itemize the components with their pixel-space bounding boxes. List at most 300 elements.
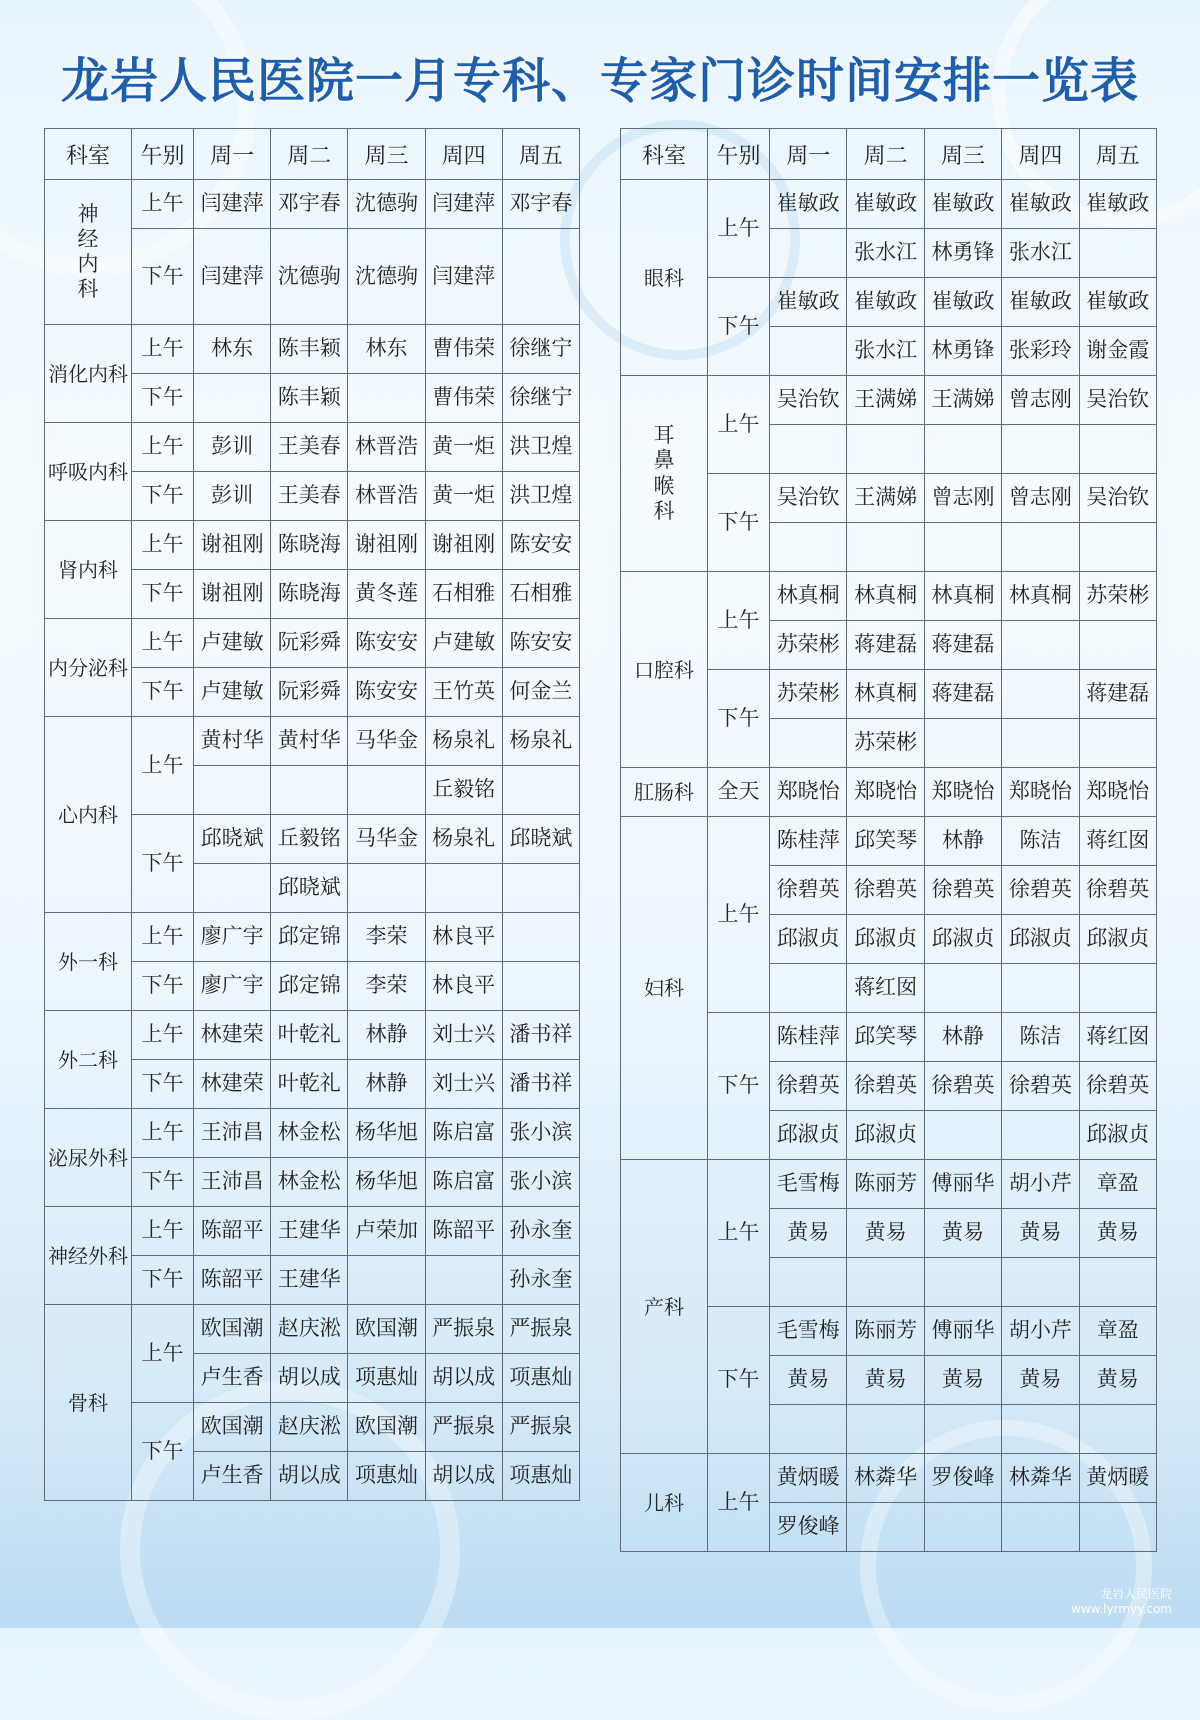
doctor-cell: 邱淑贞 [847, 915, 924, 964]
doctor-cell: 叶乾礼 [271, 1060, 348, 1109]
doctor-cell: 严振泉 [425, 1403, 502, 1452]
schedule-row [621, 1454, 1157, 1503]
period-cell: 上午 [132, 1207, 194, 1256]
doctor-cell [924, 1503, 1001, 1552]
doctor-cell: 林静 [348, 1011, 425, 1060]
header-cell: 周三 [348, 129, 425, 180]
period-cell: 上午 [132, 423, 194, 472]
doctor-cell [924, 1258, 1001, 1307]
dept-cell [45, 521, 132, 619]
dept-cell [621, 572, 708, 768]
doctor-cell: 崔敏政 [1079, 180, 1156, 229]
header-row [621, 129, 1157, 180]
doctor-cell: 吴治钦 [770, 474, 847, 523]
doctor-cell: 崔敏政 [924, 180, 1001, 229]
doctor-cell: 闫建萍 [425, 229, 502, 325]
doctor-cell [847, 1258, 924, 1307]
dept-name: 口腔科 [634, 657, 694, 682]
doctor-cell: 杨泉礼 [425, 815, 502, 864]
dept-name: 泌尿外科 [48, 1145, 128, 1170]
doctor-cell: 林真桐 [1002, 572, 1079, 621]
doctor-cell: 徐碧英 [847, 1062, 924, 1111]
doctor-cell [770, 1258, 847, 1307]
doctor-cell: 胡小芹 [1002, 1160, 1079, 1209]
dept-cell [621, 1160, 708, 1454]
doctor-cell: 石相雅 [502, 570, 579, 619]
doctor-cell: 吴治钦 [770, 376, 847, 425]
doctor-cell: 苏荣彬 [770, 621, 847, 670]
doctor-cell: 徐碧英 [1002, 1062, 1079, 1111]
doctor-cell: 傅丽华 [924, 1307, 1001, 1356]
period-cell: 上午 [132, 913, 194, 962]
doctor-cell [502, 864, 579, 913]
doctor-cell: 罗俊峰 [770, 1503, 847, 1552]
doctor-cell: 黄易 [1002, 1209, 1079, 1258]
doctor-cell: 廖广宇 [194, 913, 271, 962]
doctor-cell: 欧国潮 [348, 1305, 425, 1354]
doctor-cell: 徐碧英 [924, 1062, 1001, 1111]
doctor-cell: 欧国潮 [194, 1403, 271, 1452]
doctor-cell: 陈丽芳 [847, 1307, 924, 1356]
doctor-cell: 邓宇春 [271, 180, 348, 229]
doctor-cell: 黄易 [847, 1209, 924, 1258]
doctor-cell: 沈德驹 [348, 229, 425, 325]
dept-name: 神经外科 [48, 1243, 128, 1268]
doctor-cell: 蒋红囡 [1079, 817, 1156, 866]
doctor-cell: 崔敏政 [1002, 278, 1079, 327]
doctor-cell: 邱晓斌 [194, 815, 271, 864]
schedule-row [45, 521, 580, 570]
doctor-cell: 林晋浩 [348, 472, 425, 521]
doctor-cell [847, 425, 924, 474]
doctor-cell [1002, 523, 1079, 572]
header-cell: 科室 [621, 129, 708, 180]
doctor-cell: 邱定锦 [271, 913, 348, 962]
doctor-cell: 谢金霞 [1079, 327, 1156, 376]
doctor-cell: 杨泉礼 [502, 717, 579, 766]
doctor-cell: 王竹英 [425, 668, 502, 717]
doctor-cell: 胡以成 [271, 1354, 348, 1403]
doctor-cell: 项惠灿 [348, 1452, 425, 1501]
dept-name: 骨科 [68, 1390, 108, 1415]
doctor-cell: 徐继宁 [502, 325, 579, 374]
doctor-cell: 邱淑贞 [924, 915, 1001, 964]
dept-name: 眼科 [644, 265, 684, 290]
doctor-cell: 胡以成 [425, 1354, 502, 1403]
doctor-cell [1079, 964, 1156, 1013]
doctor-cell [770, 327, 847, 376]
doctor-cell: 潘书祥 [502, 1011, 579, 1060]
doctor-cell: 邱淑贞 [1002, 915, 1079, 964]
doctor-cell: 张小滨 [502, 1109, 579, 1158]
doctor-cell [502, 962, 579, 1011]
header-cell: 周三 [924, 129, 1001, 180]
doctor-cell: 彭训 [194, 472, 271, 521]
doctor-cell: 林建荣 [194, 1011, 271, 1060]
header-cell: 周二 [271, 129, 348, 180]
doctor-cell: 王满娣 [924, 376, 1001, 425]
period-cell: 上午 [132, 180, 194, 229]
doctor-cell [271, 766, 348, 815]
doctor-cell: 严振泉 [502, 1403, 579, 1452]
doctor-cell [770, 719, 847, 768]
doctor-cell: 郑晓怡 [770, 768, 847, 817]
doctor-cell: 苏荣彬 [847, 719, 924, 768]
doctor-cell: 闫建萍 [194, 229, 271, 325]
doctor-cell: 章盈 [1079, 1160, 1156, 1209]
doctor-cell: 马华金 [348, 815, 425, 864]
schedule-row [621, 1160, 1157, 1209]
doctor-cell: 欧国潮 [348, 1403, 425, 1452]
schedule-row [621, 376, 1157, 425]
dept-name: 肾内科 [58, 557, 118, 582]
doctor-cell: 丘毅铭 [271, 815, 348, 864]
period-cell: 下午 [132, 229, 194, 325]
dept-cell [621, 1454, 708, 1552]
doctor-cell: 崔敏政 [1079, 278, 1156, 327]
doctor-cell: 徐碧英 [1079, 1062, 1156, 1111]
schedule-table-left [44, 128, 580, 1501]
doctor-cell: 张水江 [847, 327, 924, 376]
doctor-cell: 毛雪梅 [770, 1160, 847, 1209]
doctor-cell: 孙永奎 [502, 1256, 579, 1305]
schedule-row [45, 619, 580, 668]
header-cell: 午别 [132, 129, 194, 180]
doctor-cell: 郑晓怡 [1002, 768, 1079, 817]
doctor-cell [1079, 1503, 1156, 1552]
doctor-cell: 项惠灿 [348, 1354, 425, 1403]
dept-cell [621, 376, 708, 572]
doctor-cell [1079, 719, 1156, 768]
period-cell: 上午 [132, 521, 194, 570]
dept-cell [45, 325, 132, 423]
doctor-cell: 杨华旭 [348, 1158, 425, 1207]
doctor-cell: 邱笑琴 [847, 817, 924, 866]
dept-cell [45, 180, 132, 325]
doctor-cell: 林真桐 [770, 572, 847, 621]
doctor-cell [1079, 1405, 1156, 1454]
doctor-cell [1002, 719, 1079, 768]
doctor-cell [425, 864, 502, 913]
doctor-cell: 张小滨 [502, 1158, 579, 1207]
period-cell: 下午 [132, 1403, 194, 1501]
doctor-cell: 郑晓怡 [924, 768, 1001, 817]
doctor-cell: 廖广宇 [194, 962, 271, 1011]
period-cell: 上午 [708, 1160, 770, 1307]
doctor-cell: 杨华旭 [348, 1109, 425, 1158]
doctor-cell: 林建荣 [194, 1060, 271, 1109]
doctor-cell: 欧国潮 [194, 1305, 271, 1354]
doctor-cell: 陈桂萍 [770, 817, 847, 866]
period-cell: 下午 [708, 278, 770, 376]
doctor-cell: 林良平 [425, 962, 502, 1011]
doctor-cell: 严振泉 [502, 1305, 579, 1354]
doctor-cell: 崔敏政 [1002, 180, 1079, 229]
period-cell: 上午 [708, 1454, 770, 1552]
doctor-cell: 崔敏政 [770, 278, 847, 327]
doctor-cell: 崔敏政 [770, 180, 847, 229]
period-cell: 上午 [132, 1011, 194, 1060]
period-cell: 下午 [132, 962, 194, 1011]
watermark [1071, 1587, 1172, 1616]
doctor-cell: 郑晓怡 [847, 768, 924, 817]
dept-cell [45, 619, 132, 717]
doctor-cell: 黄村华 [271, 717, 348, 766]
doctor-cell: 吴治钦 [1079, 376, 1156, 425]
doctor-cell: 黄村华 [194, 717, 271, 766]
doctor-cell: 黄炳暖 [770, 1454, 847, 1503]
doctor-cell: 洪卫煌 [502, 423, 579, 472]
doctor-cell: 黄一炬 [425, 423, 502, 472]
doctor-cell: 章盈 [1079, 1307, 1156, 1356]
doctor-cell [348, 374, 425, 423]
doctor-cell: 陈安安 [348, 619, 425, 668]
period-cell: 上午 [132, 325, 194, 374]
dept-name: 儿科 [644, 1490, 684, 1515]
period-cell: 下午 [132, 472, 194, 521]
doctor-cell: 徐继宁 [502, 374, 579, 423]
header-cell: 周二 [847, 129, 924, 180]
period-cell: 上午 [708, 376, 770, 474]
doctor-cell [1079, 523, 1156, 572]
schedule-row [45, 717, 580, 766]
doctor-cell: 曹伟荣 [425, 325, 502, 374]
doctor-cell: 黄易 [770, 1356, 847, 1405]
dept-cell [621, 768, 708, 817]
dept-cell [45, 1109, 132, 1207]
doctor-cell [770, 523, 847, 572]
dept-cell [45, 1207, 132, 1305]
dept-cell [45, 1011, 132, 1109]
doctor-cell: 邱笑琴 [847, 1013, 924, 1062]
doctor-cell: 黄炳暖 [1079, 1454, 1156, 1503]
doctor-cell: 陈安安 [348, 668, 425, 717]
schedule-row [45, 325, 580, 374]
doctor-cell: 陈桂萍 [770, 1013, 847, 1062]
doctor-cell: 马华金 [348, 717, 425, 766]
doctor-cell: 张水江 [847, 229, 924, 278]
schedule-row [45, 423, 580, 472]
doctor-cell: 林东 [194, 325, 271, 374]
doctor-cell [1002, 964, 1079, 1013]
doctor-cell: 胡以成 [425, 1452, 502, 1501]
doctor-cell: 阮彩舜 [271, 619, 348, 668]
doctor-cell: 苏荣彬 [770, 670, 847, 719]
dept-name: 呼吸内科 [48, 459, 128, 484]
doctor-cell: 陈韶平 [425, 1207, 502, 1256]
period-cell: 下午 [708, 1307, 770, 1454]
period-cell: 上午 [708, 572, 770, 670]
dept-name: 耳鼻喉科 [653, 423, 675, 523]
doctor-cell: 林静 [924, 817, 1001, 866]
doctor-cell: 黄易 [924, 1356, 1001, 1405]
doctor-cell [924, 425, 1001, 474]
doctor-cell: 闫建萍 [194, 180, 271, 229]
doctor-cell: 蒋建磊 [924, 670, 1001, 719]
schedule-row [621, 572, 1157, 621]
doctor-cell: 王沛昌 [194, 1158, 271, 1207]
doctor-cell: 叶乾礼 [271, 1011, 348, 1060]
doctor-cell [847, 523, 924, 572]
doctor-cell: 陈晓海 [271, 521, 348, 570]
doctor-cell: 曾志刚 [924, 474, 1001, 523]
period-cell: 上午 [132, 1109, 194, 1158]
doctor-cell: 林金松 [271, 1158, 348, 1207]
schedule-row [621, 817, 1157, 866]
doctor-cell: 陈丽芳 [847, 1160, 924, 1209]
doctor-cell: 刘士兴 [425, 1011, 502, 1060]
doctor-cell: 黄易 [1079, 1356, 1156, 1405]
doctor-cell: 黄冬莲 [348, 570, 425, 619]
doctor-cell: 赵庆淞 [271, 1305, 348, 1354]
doctor-cell [847, 1405, 924, 1454]
dept-name: 心内科 [58, 802, 118, 827]
doctor-cell [1002, 1503, 1079, 1552]
doctor-cell: 王满娣 [847, 376, 924, 425]
doctor-cell: 苏荣彬 [1079, 572, 1156, 621]
doctor-cell: 卢生香 [194, 1354, 271, 1403]
header-cell: 周四 [425, 129, 502, 180]
header-cell: 周一 [770, 129, 847, 180]
doctor-cell: 林金松 [271, 1109, 348, 1158]
period-cell: 全天 [708, 768, 770, 817]
doctor-cell: 崔敏政 [924, 278, 1001, 327]
header-cell: 周一 [194, 129, 271, 180]
doctor-cell: 阮彩舜 [271, 668, 348, 717]
doctor-cell: 邱淑贞 [770, 915, 847, 964]
doctor-cell: 陈丰颖 [271, 374, 348, 423]
doctor-cell: 李荣 [348, 913, 425, 962]
dept-cell [45, 913, 132, 1011]
doctor-cell [1002, 425, 1079, 474]
doctor-cell: 陈晓海 [271, 570, 348, 619]
doctor-cell: 邱淑贞 [847, 1111, 924, 1160]
doctor-cell: 林粦华 [1002, 1454, 1079, 1503]
doctor-cell: 孙永奎 [502, 1207, 579, 1256]
doctor-cell [924, 719, 1001, 768]
doctor-cell [924, 964, 1001, 1013]
doctor-cell: 徐碧英 [1079, 866, 1156, 915]
doctor-cell: 沈德驹 [348, 180, 425, 229]
header-cell: 科室 [45, 129, 132, 180]
doctor-cell: 谢祖刚 [194, 521, 271, 570]
doctor-cell [1079, 1258, 1156, 1307]
period-cell: 上午 [132, 717, 194, 815]
doctor-cell: 丘毅铭 [425, 766, 502, 815]
doctor-cell: 陈洁 [1002, 817, 1079, 866]
doctor-cell: 谢祖刚 [194, 570, 271, 619]
doctor-cell: 陈韶平 [194, 1256, 271, 1305]
doctor-cell [348, 864, 425, 913]
doctor-cell: 卢生香 [194, 1452, 271, 1501]
header-row [45, 129, 580, 180]
doctor-cell: 李荣 [348, 962, 425, 1011]
doctor-cell: 林静 [348, 1060, 425, 1109]
doctor-cell: 卢荣加 [348, 1207, 425, 1256]
doctor-cell: 徐碧英 [924, 866, 1001, 915]
doctor-cell [1002, 1405, 1079, 1454]
doctor-cell [924, 523, 1001, 572]
doctor-cell: 黄易 [847, 1356, 924, 1405]
period-cell: 下午 [132, 815, 194, 913]
period-cell: 上午 [708, 817, 770, 1013]
header-cell: 周五 [502, 129, 579, 180]
doctor-cell: 张彩玲 [1002, 327, 1079, 376]
doctor-cell: 邱淑贞 [1079, 915, 1156, 964]
doctor-cell: 蒋红囡 [1079, 1013, 1156, 1062]
doctor-cell: 崔敏政 [847, 180, 924, 229]
period-cell: 下午 [132, 570, 194, 619]
doctor-cell: 邱淑贞 [770, 1111, 847, 1160]
doctor-cell: 严振泉 [425, 1305, 502, 1354]
doctor-cell: 陈安安 [502, 619, 579, 668]
period-cell: 下午 [132, 1256, 194, 1305]
doctor-cell [1079, 621, 1156, 670]
doctor-cell [770, 425, 847, 474]
doctor-cell: 吴治钦 [1079, 474, 1156, 523]
doctor-cell: 蒋红囡 [847, 964, 924, 1013]
doctor-cell: 邱晓斌 [502, 815, 579, 864]
doctor-cell: 王建华 [271, 1207, 348, 1256]
dept-name: 消化内科 [48, 361, 128, 386]
doctor-cell [770, 1405, 847, 1454]
doctor-cell: 黄易 [1002, 1356, 1079, 1405]
doctor-cell [770, 229, 847, 278]
doctor-cell [502, 913, 579, 962]
doctor-cell [502, 766, 579, 815]
period-cell: 下午 [132, 668, 194, 717]
doctor-cell [194, 374, 271, 423]
doctor-cell: 毛雪梅 [770, 1307, 847, 1356]
doctor-cell: 张水江 [1002, 229, 1079, 278]
doctor-cell [194, 766, 271, 815]
doctor-cell: 何金兰 [502, 668, 579, 717]
doctor-cell [1002, 621, 1079, 670]
schedule-row [45, 913, 580, 962]
doctor-cell [924, 1111, 1001, 1160]
period-cell: 下午 [708, 474, 770, 572]
doctor-cell [847, 1503, 924, 1552]
doctor-cell: 谢祖刚 [425, 521, 502, 570]
doctor-cell: 林晋浩 [348, 423, 425, 472]
doctor-cell: 赵庆淞 [271, 1403, 348, 1452]
schedule-row [45, 1305, 580, 1354]
doctor-cell: 潘书祥 [502, 1060, 579, 1109]
dept-name: 神经内科 [77, 201, 99, 302]
doctor-cell [1002, 1258, 1079, 1307]
doctor-cell: 洪卫煌 [502, 472, 579, 521]
period-cell: 下午 [132, 1158, 194, 1207]
dept-name: 内分泌科 [48, 655, 128, 680]
doctor-cell: 林真桐 [847, 670, 924, 719]
dept-name: 肛肠科 [634, 780, 694, 804]
doctor-cell: 蒋建磊 [847, 621, 924, 670]
dept-name: 产科 [644, 1294, 684, 1319]
doctor-cell [1079, 229, 1156, 278]
doctor-cell: 林勇锋 [924, 327, 1001, 376]
period-cell: 下午 [708, 1013, 770, 1160]
doctor-cell [1002, 1111, 1079, 1160]
doctor-cell: 石相雅 [425, 570, 502, 619]
doctor-cell: 刘士兴 [425, 1060, 502, 1109]
doctor-cell: 邓宇春 [502, 180, 579, 229]
dept-name: 外一科 [58, 949, 118, 974]
doctor-cell: 王建华 [271, 1256, 348, 1305]
header-cell: 午别 [708, 129, 770, 180]
doctor-cell: 王美春 [271, 472, 348, 521]
period-cell: 下午 [132, 374, 194, 423]
schedule-row [45, 1109, 580, 1158]
